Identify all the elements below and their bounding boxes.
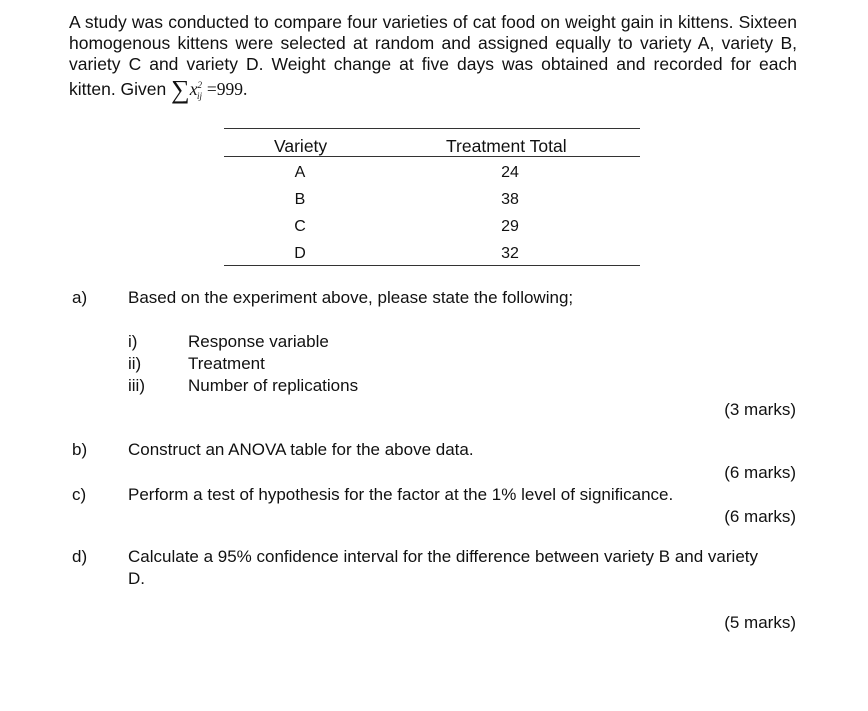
table-header-total: Treatment Total bbox=[446, 136, 567, 156]
question-d-marks: (5 marks) bbox=[724, 613, 796, 632]
question-d-label: d) bbox=[72, 547, 88, 566]
table-top-rule bbox=[224, 128, 640, 129]
table-cell-total: 32 bbox=[501, 245, 519, 262]
table-header-rule bbox=[224, 156, 640, 157]
table-cell-variety: D bbox=[294, 245, 306, 262]
table-cell-total: 29 bbox=[501, 218, 519, 235]
treatment-table bbox=[224, 128, 640, 268]
table-bottom-rule bbox=[224, 265, 640, 266]
table-cell-total: 24 bbox=[501, 164, 519, 181]
formula-variable: x bbox=[189, 78, 198, 99]
table-cell-variety: B bbox=[294, 191, 306, 208]
subitem-text: Response variable bbox=[188, 332, 329, 351]
question-c-text: Perform a test of hypothesis for the factor at the 1% level of significance. bbox=[128, 485, 674, 504]
table-cell-total: 38 bbox=[501, 191, 519, 208]
question-b-label: b) bbox=[72, 440, 88, 459]
question-b-marks: (6 marks) bbox=[724, 463, 796, 482]
question-d-text-line2: D. bbox=[128, 569, 145, 588]
question-a-label: a) bbox=[72, 288, 88, 307]
formula-superscript: 2 bbox=[197, 80, 202, 90]
subitem-text: Treatment bbox=[188, 354, 265, 373]
question-a-text: Based on the experiment above, please state the following; bbox=[128, 288, 574, 307]
summation-symbol: ∑ bbox=[171, 74, 190, 104]
table-cell-variety: A bbox=[294, 164, 306, 181]
subitem-number: i) bbox=[128, 332, 138, 351]
intro-text: A study was conducted to compare four varieties of cat food on weight gain in kittens. Sixteen homogenous kittens were selected at random and assigned equally to variety A, variety B, variety C and variety D. Weight change at five days was obtained and recorded for each kitten. Given bbox=[69, 12, 797, 99]
intro-paragraph bbox=[69, 12, 797, 107]
formula-subscript: ij bbox=[196, 91, 202, 102]
question-c-marks: (6 marks) bbox=[724, 507, 796, 526]
question-c-label: c) bbox=[72, 485, 87, 504]
table-header-variety: Variety bbox=[274, 136, 328, 156]
subitem-number: iii) bbox=[128, 376, 145, 395]
formula-rhs: =999. bbox=[206, 78, 248, 99]
subitem-text: Number of replications bbox=[188, 376, 359, 395]
subitem-number: ii) bbox=[128, 354, 142, 373]
table-cell-variety: C bbox=[294, 218, 306, 235]
question-d-text-line1: Calculate a 95% confidence interval for the difference between variety B and variety bbox=[128, 547, 758, 566]
question-b-text: Construct an ANOVA table for the above data. bbox=[128, 440, 474, 459]
question-a-marks: (3 marks) bbox=[724, 400, 796, 419]
